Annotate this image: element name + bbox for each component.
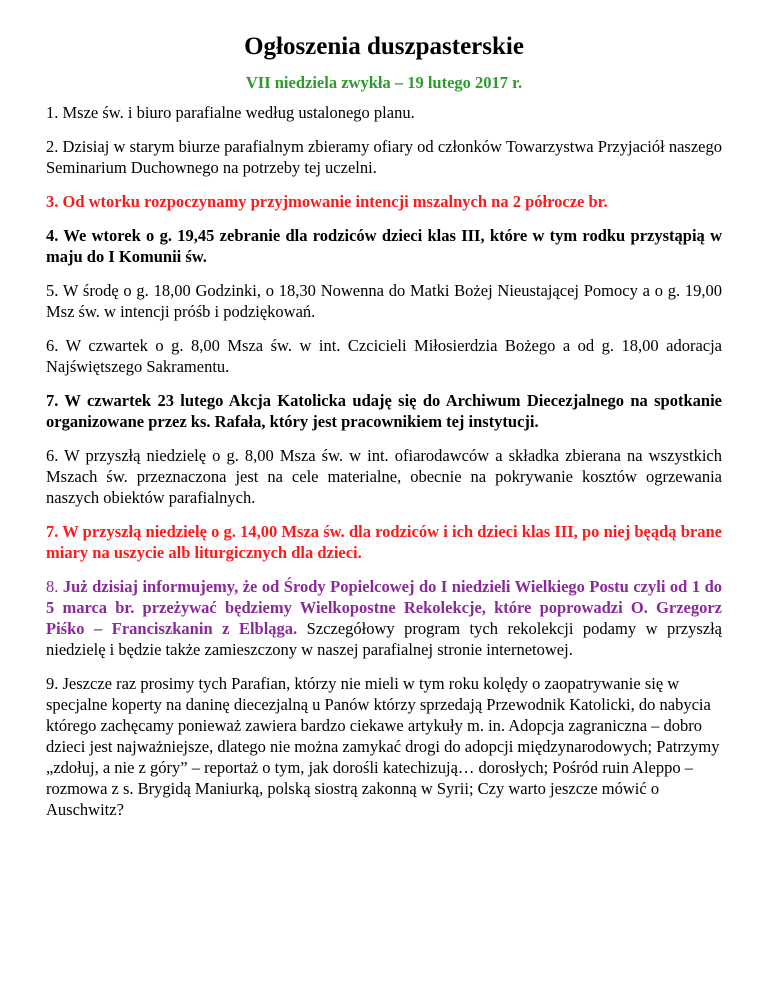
announcement-2: 2. Dzisiaj w starym biurze parafialnym zbieramy ofiary od członków Towarzystwa Przyjaciół naszego Seminarium Duchownego na potrzeby tej uczelni. bbox=[46, 137, 722, 177]
announcement-8-number: 8. bbox=[46, 577, 59, 596]
announcement-5: 5. W środę o g. 18,00 Godzinki, o 18,30 Nowenna do Matki Bożej Nieustającej Pomocy a o g. 19,00 Msz św. w intencji próśb i podziękowań. bbox=[46, 281, 722, 321]
announcement-1: 1. Msze św. i biuro parafialne według ustalonego planu. bbox=[46, 103, 415, 122]
announcement-4-bold: 4. We wtorek o g. 19,45 zebranie dla rodziców dzieci klas III, które w tym rodku przystąpią w maju do I Komunii św. bbox=[46, 226, 722, 266]
announcement-8 bbox=[46, 576, 722, 660]
announcement-6: 6. W czwartek o g. 8,00 Msza św. w int. Czcicieli Miłosierdzia Bożego a od g. 18,00 adoracja Najświętszego Sakramentu. bbox=[46, 336, 722, 376]
announcement-8-highlight: Już dzisiaj informujemy, że od Środy Popielcowej do I niedzieli Wielkiego Postu czyli od 1 do 5 marca br. przeżywać będziemy Wielkopostne Rekolekcje, które poprowadzi O. Grzegorz Piśko – Franciszkanin z Elbląga. bbox=[46, 577, 722, 638]
page-subtitle-date: VII niedziela zwykła – 19 lutego 2017 r. bbox=[245, 73, 523, 92]
announcement-9: 9. Jeszcze raz prosimy tych Parafian, którzy nie mieli w tym roku kolędy o zaopatrywanie się w specjalne koperty na daninę diecezjalną u Panów którzy sprzedają Przewodnik Katolicki, do nabycia którego zachęcamy ponieważ zawiera bardzo ciekawe artykuły m. in. Adopcja zagraniczna – dobro dzieci jest najważniejsze, dlatego nie można zamykać drogi do adopcji międzynarodowych; Patrzymy „zdołuj, a nie z góry” – reportaż o tym, jak dorośli katechizują… dorosłych; Pośród ruin Aleppo – rozmowa z s. Brygidą Maniurką, polską siostrą zakonną w Syrii; Czy warto jeszcze mówić o Auschwitz? bbox=[46, 674, 720, 819]
announcement-8-rest: Szczegółowy program tych rekolekcji podamy w przyszłą niedzielę i będzie także zamieszczony w naszej parafialnej stronie internetowej. bbox=[46, 619, 722, 659]
announcement-7b-highlighted: 7. W przyszłą niedzielę o g. 14,00 Msza św. dla rodziców i ich dzieci klas III, po niej bęądą brane miary na uszycie alb liturgicznych dla dzieci. bbox=[46, 522, 722, 562]
announcement-6b: 6. W przyszłą niedzielę o g. 8,00 Msza św. w int. ofiarodawców a składka zbierana na wszystkich Mszach św. przeznaczona jest na cele materialne, obecnie na pokrywanie kosztów ogrzewania naszych obiektów parafialnych. bbox=[46, 446, 722, 507]
announcement-3-highlighted: 3. Od wtorku rozpoczynamy przyjmowanie intencji mszalnych na 2 półrocze br. bbox=[46, 192, 608, 211]
announcement-7-bold: 7. W czwartek 23 lutego Akcja Katolicka udaję się do Archiwum Diecezjalnego na spotkanie organizowane przez ks. Rafała, który jest pracownikiem tej instytucji. bbox=[46, 391, 722, 431]
page-title: Ogłoszenia duszpasterskie bbox=[244, 33, 524, 60]
